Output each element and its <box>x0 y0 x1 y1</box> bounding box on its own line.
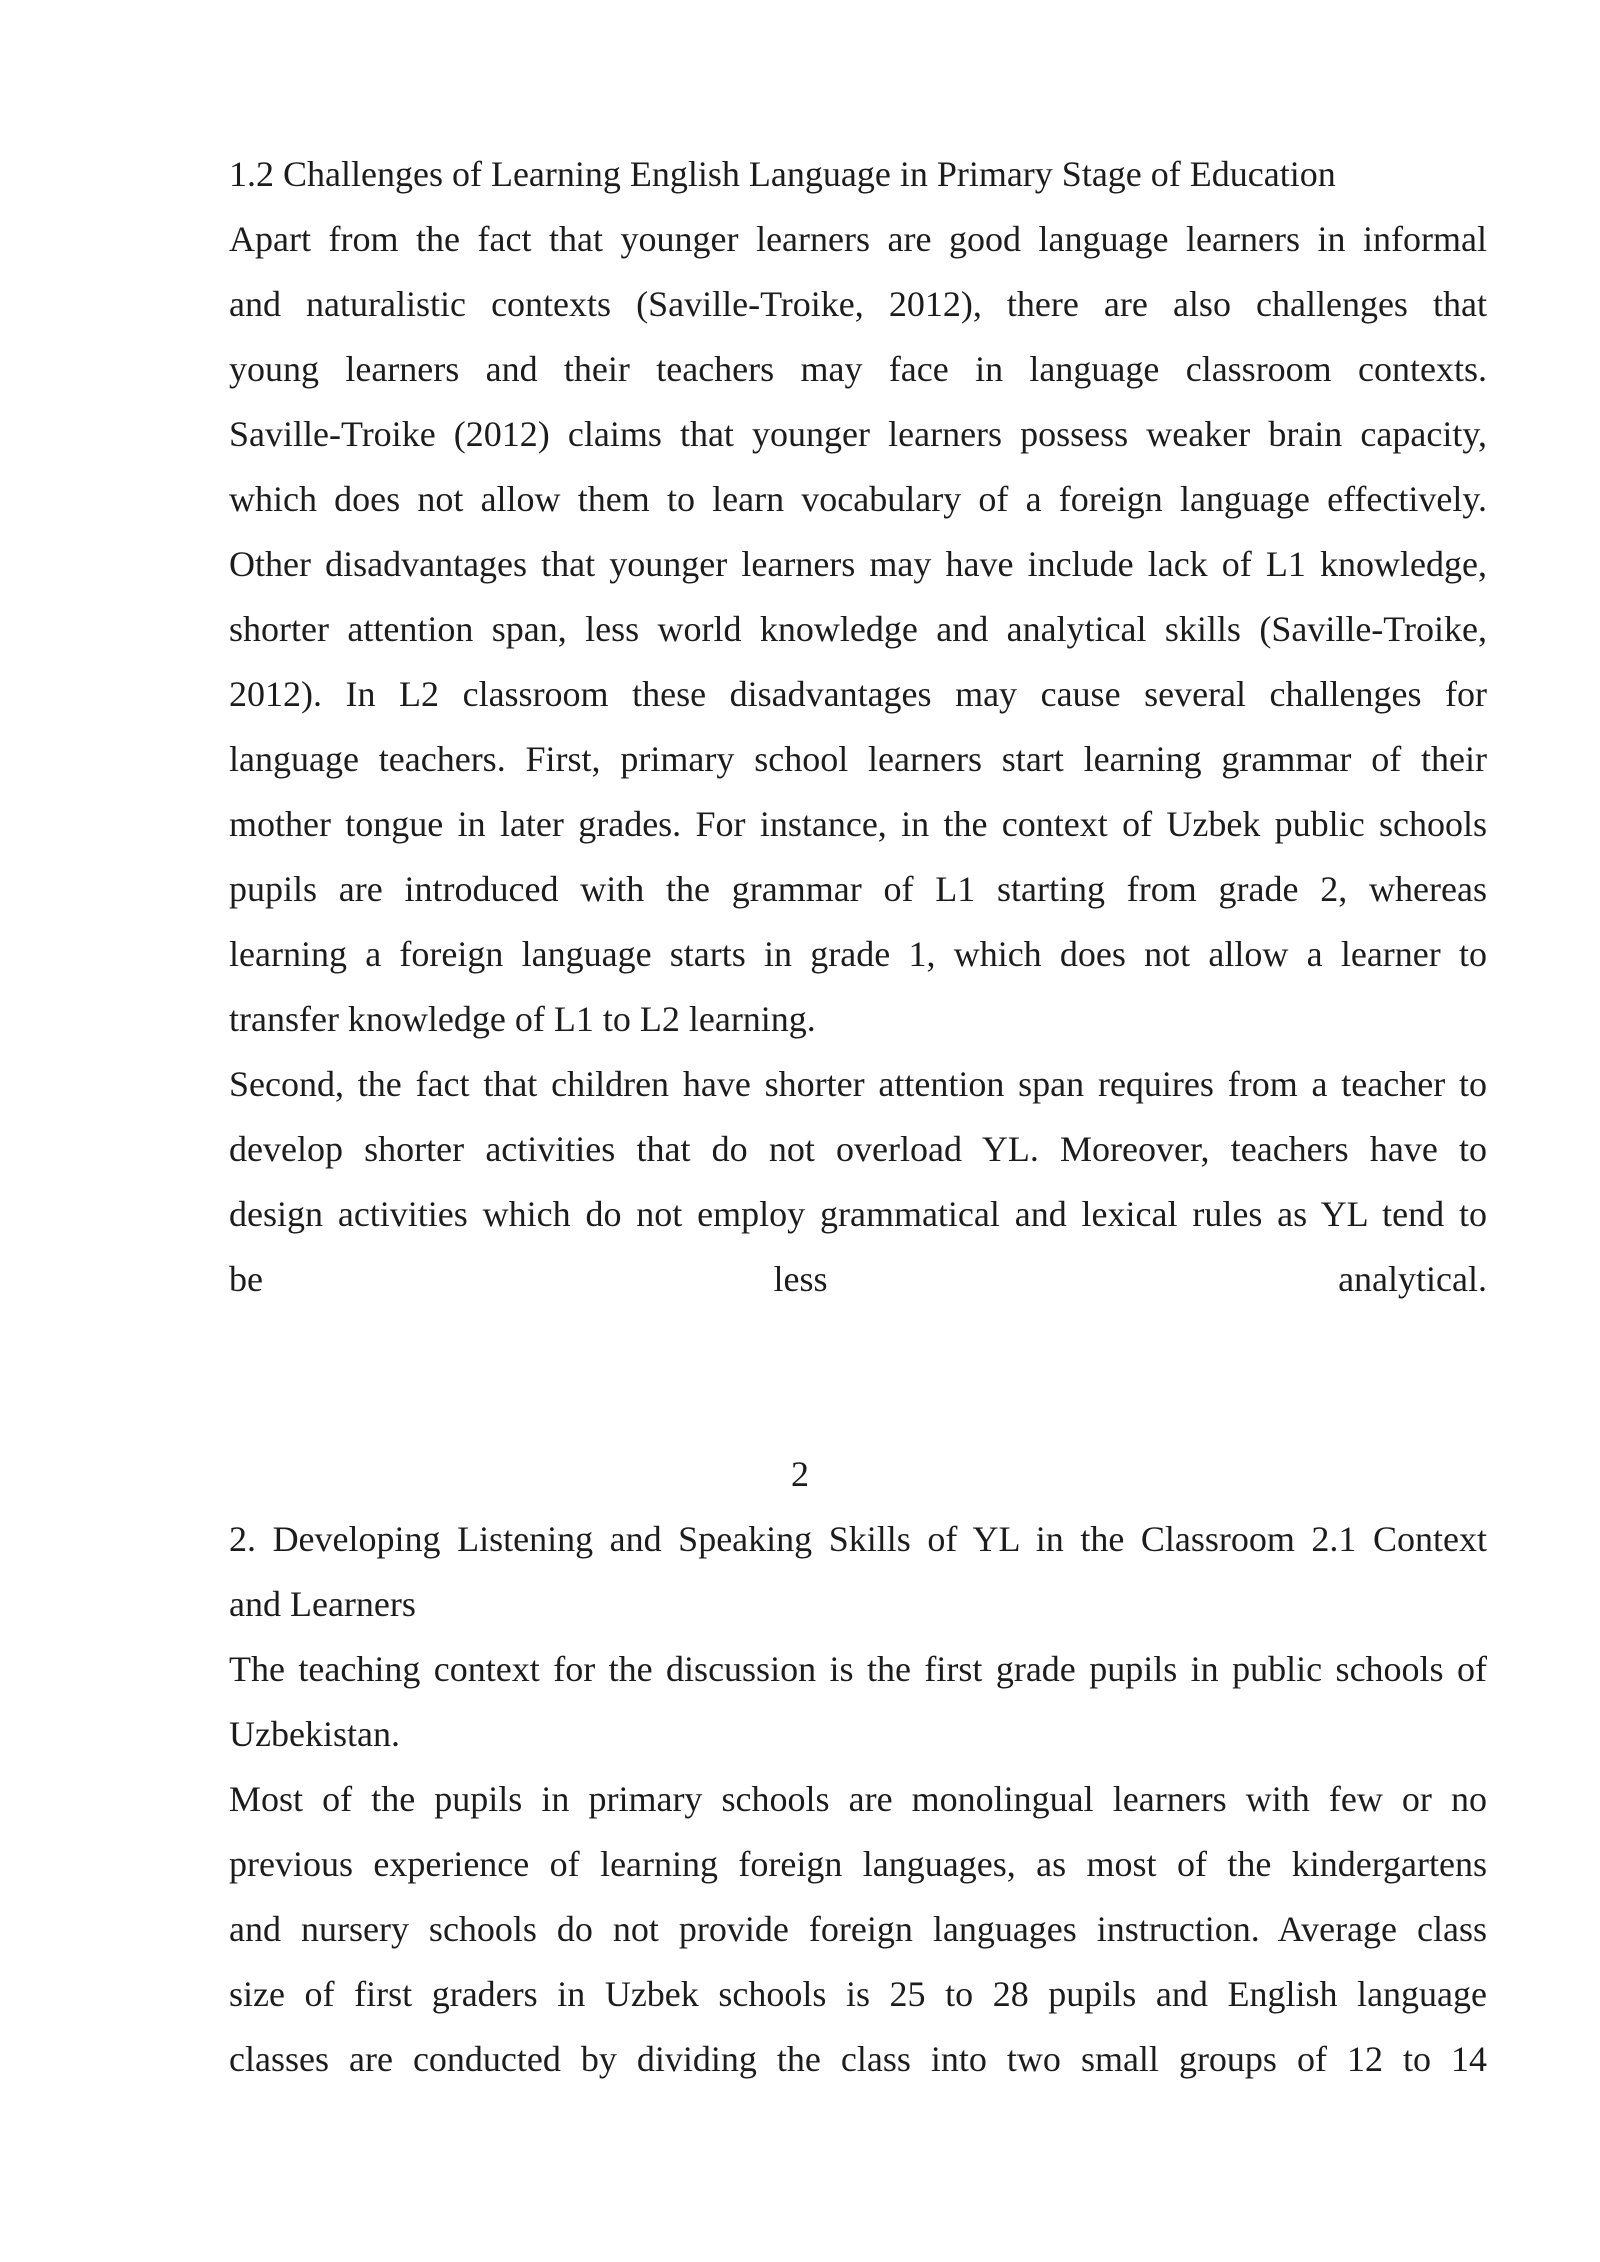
text-line: Most of the pupils in primary schools are monolingual learners with few or no <box>229 1779 1487 1819</box>
paragraph <box>229 1052 1487 1312</box>
text-line: Uzbekistan. <box>229 1714 400 1754</box>
text-line: design activities which do not employ grammatical and lexical rules as YL tend to <box>229 1194 1487 1234</box>
text-line: be less analytical. <box>229 1259 1487 1299</box>
text-line: mother tongue in later grades. For instance, in the context of Uzbek public schools <box>229 804 1487 844</box>
text-line: 2012). In L2 classroom these disadvantages may cause several challenges for <box>229 674 1487 714</box>
text-line: develop shorter activities that do not overload YL. Moreover, teachers have to <box>229 1129 1487 1169</box>
text-line: shorter attention span, less world knowledge and analytical skills (Saville-Troike, <box>229 609 1487 649</box>
page-number: 2 <box>791 1454 809 1494</box>
text-line: pupils are introduced with the grammar of L1 starting from grade 2, whereas <box>229 869 1487 909</box>
text-line: Other disadvantages that younger learners may have include lack of L1 knowledge, <box>229 544 1487 584</box>
text-line: and nursery schools do not provide foreign languages instruction. Average class <box>229 1909 1487 1949</box>
text-line: size of first graders in Uzbek schools is 25 to 28 pupils and English language <box>229 1974 1487 2014</box>
text-line: classes are conducted by dividing the class into two small groups of 12 to 14 <box>229 2039 1487 2079</box>
text-line: which does not allow them to learn vocabulary of a foreign language effectively. <box>229 479 1487 519</box>
section-heading: 1.2 Challenges of Learning English Language in Primary Stage of Education <box>229 154 1336 194</box>
section-heading: and Learners <box>229 1584 416 1624</box>
section-2 <box>229 1507 1487 2092</box>
section-heading: 2. Developing Listening and Speaking Skills of YL in the Classroom 2.1 Context <box>229 1519 1487 1559</box>
paragraph <box>229 1637 1487 1767</box>
text-line: Apart from the fact that younger learners are good language learners in informal <box>229 219 1487 259</box>
text-line: and naturalistic contexts (Saville-Troike, 2012), there are also challenges that <box>229 284 1487 324</box>
text-line: transfer knowledge of L1 to L2 learning. <box>229 999 816 1039</box>
text-line: Saville-Troike (2012) claims that younger learners possess weaker brain capacity, <box>229 414 1487 454</box>
paragraph <box>229 207 1487 1052</box>
text-line: learning a foreign language starts in grade 1, which does not allow a learner to <box>229 934 1487 974</box>
text-line: young learners and their teachers may face in language classroom contexts. <box>229 349 1487 389</box>
paragraph <box>229 1767 1487 2092</box>
text-line: previous experience of learning foreign languages, as most of the kindergartens <box>229 1844 1487 1884</box>
section-1 <box>229 142 1487 1312</box>
text-line: The teaching context for the discussion is the first grade pupils in public schools of <box>229 1649 1487 1689</box>
text-line: language teachers. First, primary school learners start learning grammar of their <box>229 739 1487 779</box>
text-line: Second, the fact that children have shorter attention span requires from a teacher to <box>229 1064 1487 1104</box>
